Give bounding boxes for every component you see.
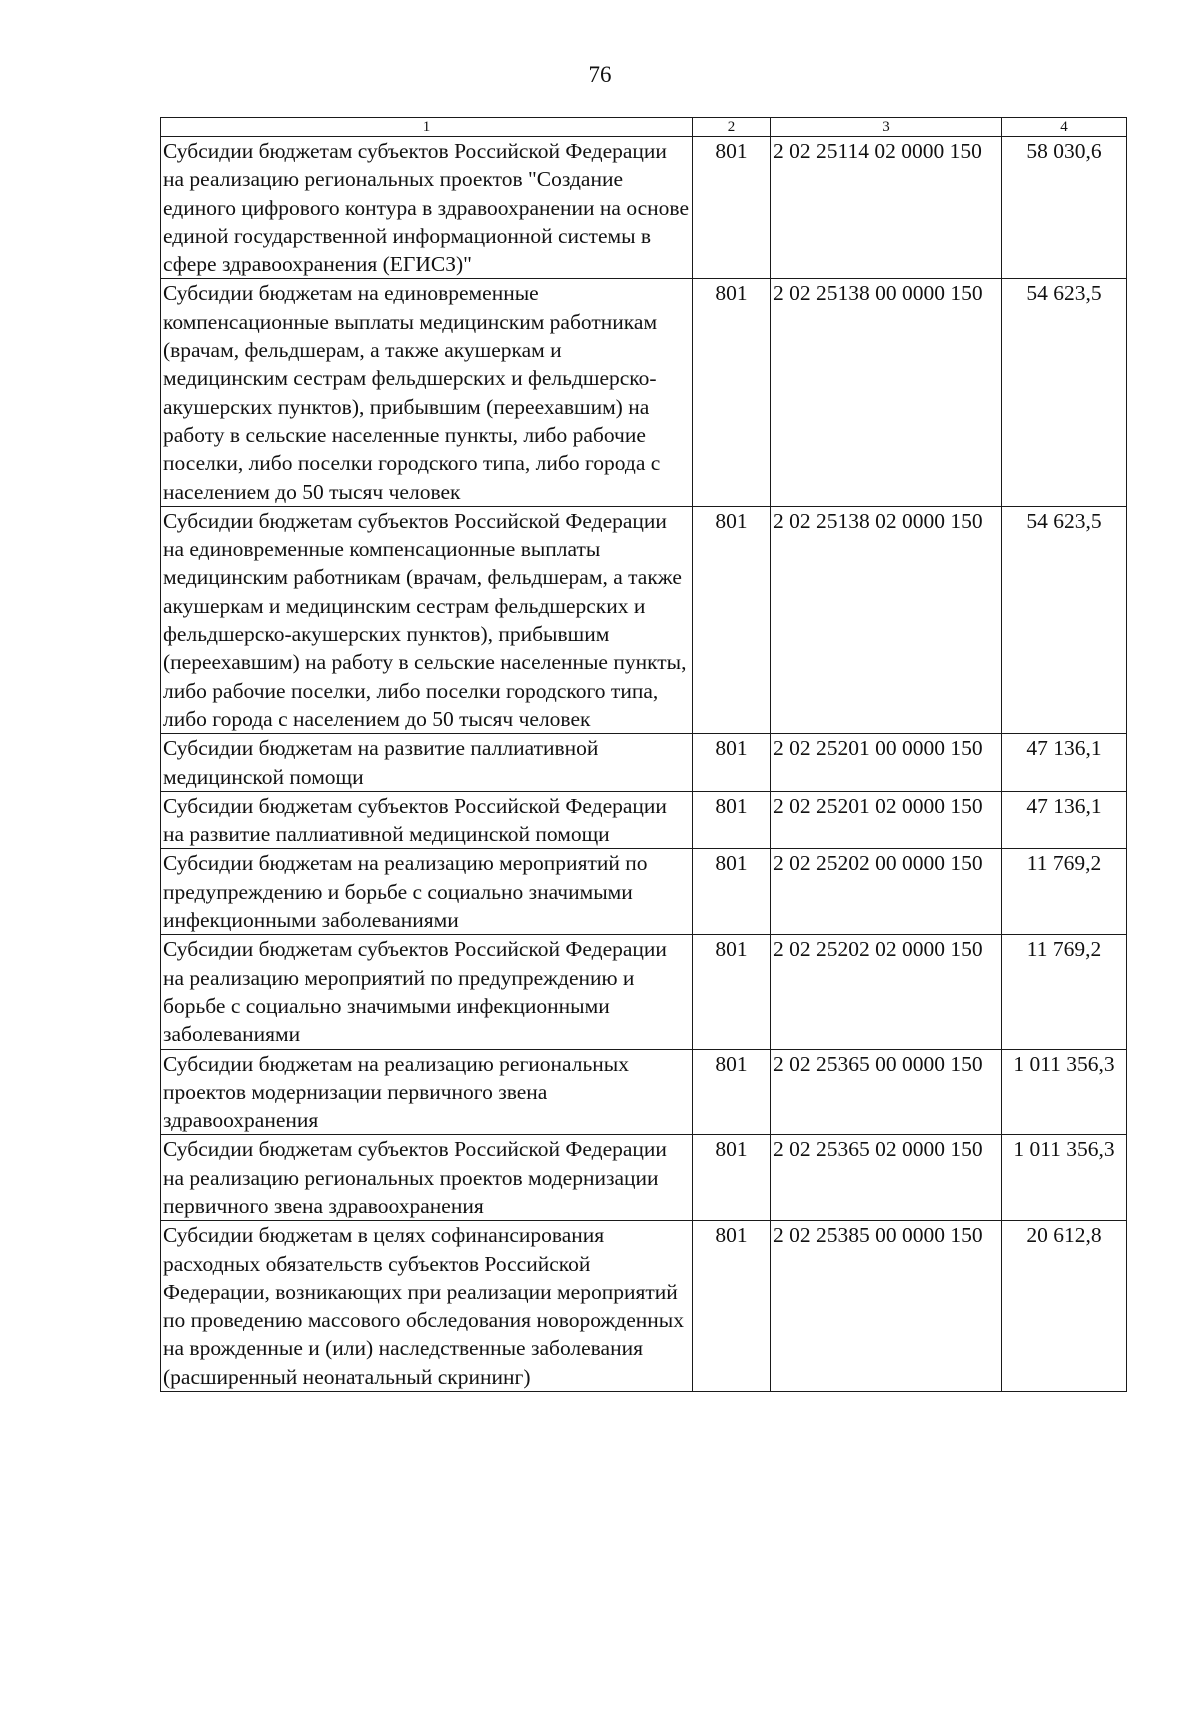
table-row <box>161 137 1127 279</box>
row-amount: 47 136,1 <box>1002 734 1127 792</box>
row-admin-code: 801 <box>693 506 771 733</box>
row-description: Субсидии бюджетам субъектов Российской Федерации на развитие паллиативной медицинской помощи <box>161 791 693 849</box>
table-row <box>161 1135 1127 1221</box>
table-row <box>161 791 1127 849</box>
row-description: Субсидии бюджетам на реализацию мероприятий по предупреждению и борьбе с социально значимыми инфекционными заболеваниями <box>161 849 693 935</box>
row-description: Субсидии бюджетам в целях софинансирования расходных обязательств субъектов Российской Федерации, возникающих при реализации мероприятий по проведению массового обследования новорожденных на врожденные и (или) наследственные заболевания (расширенный неонатальный скрининг) <box>161 1221 693 1392</box>
row-budget-code: 2 02 25201 02 0000 150 <box>771 791 1002 849</box>
table-row <box>161 279 1127 506</box>
row-budget-code: 2 02 25202 00 0000 150 <box>771 849 1002 935</box>
table-row <box>161 935 1127 1049</box>
row-amount: 54 623,5 <box>1002 279 1127 506</box>
row-amount: 1 011 356,3 <box>1002 1135 1127 1221</box>
row-amount: 58 030,6 <box>1002 137 1127 279</box>
row-budget-code: 2 02 25114 02 0000 150 <box>771 137 1002 279</box>
row-amount: 20 612,8 <box>1002 1221 1127 1392</box>
row-budget-code: 2 02 25365 00 0000 150 <box>771 1049 1002 1135</box>
budget-table <box>160 117 1127 1392</box>
row-amount: 54 623,5 <box>1002 506 1127 733</box>
table-row <box>161 1049 1127 1135</box>
table-row <box>161 734 1127 792</box>
column-header-1: 1 <box>161 118 693 137</box>
row-admin-code: 801 <box>693 1049 771 1135</box>
row-description: Субсидии бюджетам на единовременные компенсационные выплаты медицинским работникам (врачам, фельдшерам, а также акушеркам и медицинским сестрам фельдшерских и фельдшерско-акушерских пунктов), прибывшим (переехавшим) на работу в сельские населенные пункты, либо рабочие поселки, либо поселки городского типа, либо города с населением до 50 тысяч человек <box>161 279 693 506</box>
row-description: Субсидии бюджетам субъектов Российской Федерации на единовременные компенсационные выплаты медицинским работникам (врачам, фельдшерам, а также акушеркам и медицинским сестрам фельдшерских и фельдшерско-акушерских пунктов), прибывшим (переехавшим) на работу в сельские населенные пункты, либо рабочие поселки, либо поселки городского типа, либо города с населением до 50 тысяч человек <box>161 506 693 733</box>
row-admin-code: 801 <box>693 849 771 935</box>
row-budget-code: 2 02 25201 00 0000 150 <box>771 734 1002 792</box>
row-budget-code: 2 02 25138 00 0000 150 <box>771 279 1002 506</box>
row-description: Субсидии бюджетам на развитие паллиативной медицинской помощи <box>161 734 693 792</box>
row-description: Субсидии бюджетам субъектов Российской Федерации на реализацию региональных проектов модернизации первичного звена здравоохранения <box>161 1135 693 1221</box>
row-budget-code: 2 02 25138 02 0000 150 <box>771 506 1002 733</box>
row-admin-code: 801 <box>693 734 771 792</box>
row-description: Субсидии бюджетам на реализацию региональных проектов модернизации первичного звена здравоохранения <box>161 1049 693 1135</box>
row-amount: 11 769,2 <box>1002 849 1127 935</box>
column-header-4: 4 <box>1002 118 1127 137</box>
row-admin-code: 801 <box>693 279 771 506</box>
column-header-3: 3 <box>771 118 1002 137</box>
column-header-2: 2 <box>693 118 771 137</box>
row-budget-code: 2 02 25202 02 0000 150 <box>771 935 1002 1049</box>
row-amount: 47 136,1 <box>1002 791 1127 849</box>
table-row <box>161 506 1127 733</box>
row-description: Субсидии бюджетам субъектов Российской Федерации на реализацию мероприятий по предупреждению и борьбе с социально значимыми инфекционными заболеваниями <box>161 935 693 1049</box>
row-admin-code: 801 <box>693 935 771 1049</box>
page-number: 76 <box>588 62 612 87</box>
row-admin-code: 801 <box>693 1221 771 1392</box>
row-admin-code: 801 <box>693 137 771 279</box>
table-header-row <box>161 118 1127 137</box>
row-budget-code: 2 02 25385 00 0000 150 <box>771 1221 1002 1392</box>
row-admin-code: 801 <box>693 791 771 849</box>
table-row <box>161 1221 1127 1392</box>
row-amount: 11 769,2 <box>1002 935 1127 1049</box>
row-budget-code: 2 02 25365 02 0000 150 <box>771 1135 1002 1221</box>
table-row <box>161 849 1127 935</box>
row-admin-code: 801 <box>693 1135 771 1221</box>
row-description: Субсидии бюджетам субъектов Российской Федерации на реализацию региональных проектов "Создание единого цифрового контура в здравоохранении на основе единой государственной информационной системы в сфере здравоохранения (ЕГИСЗ)" <box>161 137 693 279</box>
row-amount: 1 011 356,3 <box>1002 1049 1127 1135</box>
